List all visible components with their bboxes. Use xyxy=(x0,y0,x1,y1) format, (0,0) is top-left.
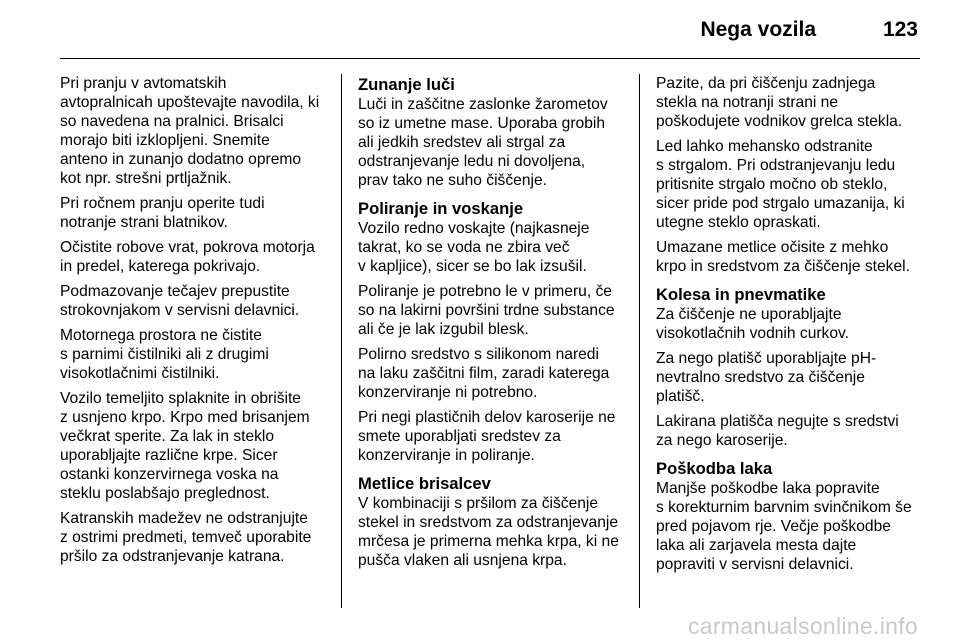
text-column-2 xyxy=(358,74,630,576)
paragraph: Motornega prostora ne čistite s parnimi čistilniki ali z drugimi visokotlačnimi čistilniki. xyxy=(60,327,269,382)
paragraph: Pri ročnem pranju operite tudi notranje strani blatnikov. xyxy=(60,195,265,231)
paragraph: Za čiščenje ne uporabljajte visokotlačnih vodnih curkov. xyxy=(656,306,849,342)
paragraph: Pazite, da pri čiščenju zadnjega stekla na notranji strani ne poškodujete vodnikov grelca stekla. xyxy=(656,75,903,130)
section xyxy=(656,458,928,574)
section-heading: Poliranje in voskanje xyxy=(358,199,524,218)
section-heading: Zunanje luči xyxy=(358,75,455,94)
section xyxy=(656,74,928,276)
paragraph: Vozilo redno voskajte (najkasneje takrat, ko se voda ne zbira več v kapljice), sicer se bo lak izsušil. xyxy=(358,220,590,275)
paragraph: Manjše poškodbe laka popravite s korekturnim barvnim svinčnikom še pred pojavom rje. Večje poškodbe laka ali zarjavela mesta dajte popraviti v servisni delavnici. xyxy=(656,480,912,573)
paragraph: Pri negi plastičnih delov karoserije ne smete uporabljati sredstev za konzerviranje in poliranje. xyxy=(358,409,616,464)
paragraph: Podmazovanje tečajev prepustite strokovnjakom v servisni delavnici. xyxy=(60,283,300,319)
text-column-1 xyxy=(60,74,332,572)
paragraph: Polirno sredstvo s silikonom naredi na laku zaščitni film, zaradi katerega konzerviranje ni potrebno. xyxy=(358,346,610,401)
page-header xyxy=(60,14,920,59)
section xyxy=(656,284,928,450)
paragraph: Vozilo temeljito splaknite in obrišite z usnjeno krpo. Krpo med brisanjem večkrat sperite. Za lak in steklo uporabljajte različne krpe. Sicer ostanki konzervirnega voska na steklu poslabšajo preglednost. xyxy=(60,390,310,502)
page-number: 123 xyxy=(882,18,918,41)
column-divider xyxy=(639,74,640,608)
paragraph: Poliranje je potrebno le v primeru, če so na lakirni površini trdne substance ali če je lak izgubil blesk. xyxy=(358,283,615,338)
section xyxy=(358,198,630,465)
page-title: Nega vozila xyxy=(700,18,816,41)
paragraph: Očistite robove vrat, pokrova motorja in predel, katerega pokrivajo. xyxy=(60,239,315,275)
section xyxy=(60,74,332,566)
paragraph: V kombinaciji s pršilom za čiščenje stekel in sredstvom za odstranjevanje mrčesa je primerna mehka krpa, ki ne pušča vlaken ali usnjena krpa. xyxy=(358,495,619,569)
section xyxy=(358,74,630,190)
section-heading: Kolesa in pnevmatike xyxy=(656,285,826,304)
section-heading: Metlice brisalcev xyxy=(358,474,491,493)
paragraph: Led lahko mehansko odstranite s strgalom. Pri odstranjevanju ledu pritisnite strgalo močno ob steklo, sicer pride pod strgalo umazanija, ki utegne steklo opraskati. xyxy=(656,138,905,231)
section-heading: Poškodba laka xyxy=(656,459,773,478)
paragraph: Pri pranju v avtomatskih avtopralnicah upoštevajte navodila, ki so navedena na pralnici. Brisalci morajo biti izklopljeni. Snemite anteno in zunanjo dodatno opremo kot npr. strešni prtljažnik. xyxy=(60,75,320,187)
section xyxy=(358,473,630,570)
paragraph: Za nego platišč uporabljajte pH- nevtralno sredstvo za čiščenje platišč. xyxy=(656,350,877,405)
paragraph: Umazane metlice očisite z mehko krpo in sredstvom za čiščenje stekel. xyxy=(656,239,910,275)
column-divider xyxy=(341,74,342,608)
paragraph: Katranskih madežev ne odstranjujte z ostrimi predmeti, temveč uporabite pršilo za odstranjevanje katrana. xyxy=(60,510,312,565)
watermark: carmanualsonline.info xyxy=(687,613,918,639)
paragraph: Lakirana platišča negujte s sredstvi za nego karoserije. xyxy=(656,413,899,449)
paragraph: Luči in zaščitne zaslonke žarometov so iz umetne mase. Uporaba grobih ali jedkih sredstev ali strgal za odstranjevanje ledu ni dovoljena, prav tako ne suho čiščenje. xyxy=(358,96,608,189)
text-column-3 xyxy=(656,74,928,580)
